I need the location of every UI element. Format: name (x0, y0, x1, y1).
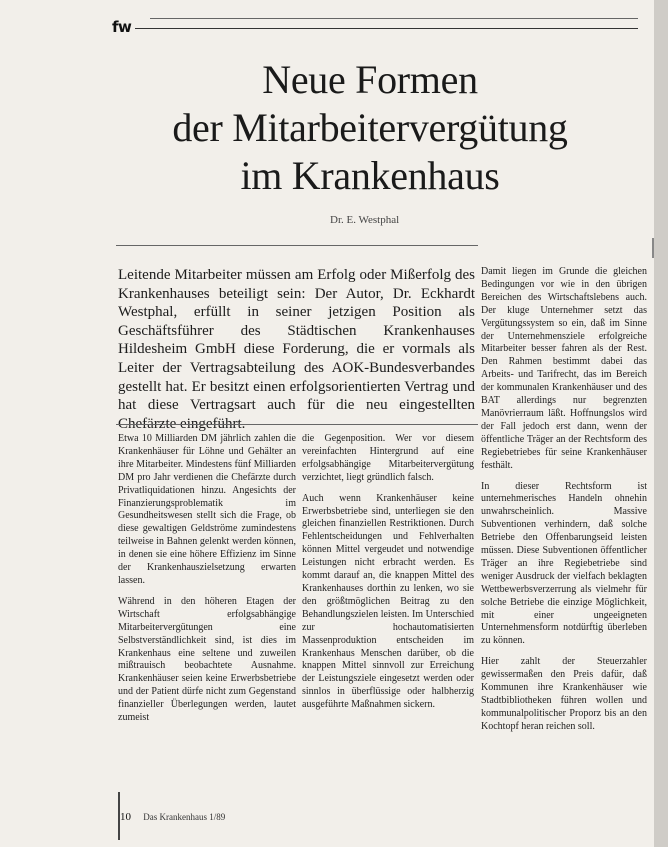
paragraph: Etwa 10 Milliarden DM jährlich zahlen die Krankenhäuser für Löhne und Gehälter an ihre Mitarbeiter. Mindestens fünf Milliarden DM pro Jahr verdienen die Chefärzte durch Privatliquidationen hinzu. Angesichts der Finanzierungsproblematik im Gesundheitswesen stellt sich die Frage, ob diese gewaltigen Geldströme zumindestens teilweise in Bahnen gelenkt werden können, in denen sie eine höhere Effizienz im Sinne der Krankenhauszielsetzung erwarten lassen. (118, 433, 296, 586)
author-byline: Dr. E. Westphal (330, 214, 400, 226)
lead-paragraph: Leitende Mitarbeiter müssen am Erfolg oder Mißerfolg des Krankenhauses beteiligt sein: Der Autor, Dr. Eckhardt Westphal, erfüllt in seiner jetzigen Position als Geschäftsführer des Städtischen Krankenhauses Hildesheim GmbH diese Forderung, die er vormals als Leiter der Vertragsabteilung des AOK-Bundesverbandes gestellt hat. Er besitzt einen erfolgsorientierten Vertrag und hat diese Vertragsart auch für die neu eingestellten Chefärzte eingeführt. (118, 267, 475, 432)
title-line-2: der Mitarbeitervergütung (172, 105, 568, 150)
body-column-3 (481, 266, 647, 742)
article-title (110, 56, 630, 200)
scan-edge (654, 0, 668, 847)
title-line-1: Neue Formen (262, 57, 478, 102)
header-rule (112, 28, 638, 29)
paragraph: Während in den höheren Etagen der Wirtschaft erfolgsabhängige Mitarbeitervergütungen eine Selbstverständlichkeit sind, ist dies im Krankenhaus eine seltene und zuweilen mißtrauisch beobachtete Ausnahme. Krankenhäuser seien keine Erwerbsbetriebe und der Patient dürfe nicht zum Gegenstand finanzieller Überlegungen werden, lautet zumeist (118, 595, 296, 724)
title-line-3: im Krankenhaus (240, 153, 500, 198)
body-column-1 (118, 433, 296, 733)
journal-logo: fw (112, 18, 135, 36)
lead-rule-top (116, 245, 478, 246)
paragraph: Auch wenn Krankenhäuser keine Erwerbsbetriebe sind, unterliegen sie den gleichen finanziellen Restriktionen. Durch Fehlentscheidungen und Fehlverhalten können Mittel vergeudet und notwendige Leistungen nicht erbracht werden. Es kommt darauf an, die knappen Mittel des Krankenhauses dorthin zu lenken, wo sie den größtmöglichen Beitrag zu den Behandlungszielen leisten. Im Unterschied zur hochautomatisierten Massenproduktion entscheiden im Krankenhaus Menschen darüber, ob die knappen Mittel sinnvoll zur Erreichung der Leistungsziele eingesetzt werden oder sinnlos in überflüssige oder halbherzig ausgeführte Maßnahmen sickern. (302, 492, 474, 711)
paragraph: In dieser Rechtsform ist unternehmerisches Handeln ohnehin unwahrscheinlich. Massive Subventionen verhindern, daß solche Betriebe den Offenbarungseid leisten müssen. Diese Subventionen öffentlicher Träger an ihre Regiebetriebe sind weniger Ausdruck der vielfach beklagten Wettbewerbsverzerrung als vielmehr für solche Betriebe die einzige Möglichkeit, mit einer ungeeigneten Unternehmensform notdürftig überleben zu können. (481, 480, 647, 647)
paragraph: Hier zahlt der Steuerzahler gewissermaßen den Preis dafür, daß Kommunen ihre Krankenhäuser wie Stadtbibliotheken führen wollen und kommunalpolitischer Proporz bis an den Kochtopf heran reichen soll. (481, 656, 647, 732)
lead-rule-bottom (116, 424, 478, 425)
paragraph: die Gegenposition. Wer vor diesem vereinfachten Hintergrund auf eine erfolgsabhängige Mitarbeitervergütung verzichtet, liegt gründlich falsch. (302, 433, 474, 483)
paragraph: Damit liegen im Grunde die gleichen Bedingungen vor wie in den übrigen Bereichen des Wirtschaftslebens auch. Der kluge Unternehmer setzt das Vergütungssystem so ein, daß im Sinne der Unternehmensziele erfolgreiche Mitarbeiter besser fahren als der Rest. Den Rahmen bestimmt dabei das Arbeits- und Tarifrecht, das im Bereich der kommunalen Krankenhäuser und des BAT allerdings nur begrenzten Manövrierraum läßt. Hoffnungslos wird der Fall jedoch erst dann, wenn der öffentliche Träger an der Rechtsform des Regiebetriebes für seine Krankenhäuser festhält. (481, 266, 647, 471)
journal-source: Das Krankenhaus 1/89 (143, 812, 226, 822)
page-number: 10 (120, 811, 131, 823)
body-column-2 (302, 433, 474, 720)
page-footer (120, 811, 225, 823)
header-rule-top (150, 18, 638, 19)
